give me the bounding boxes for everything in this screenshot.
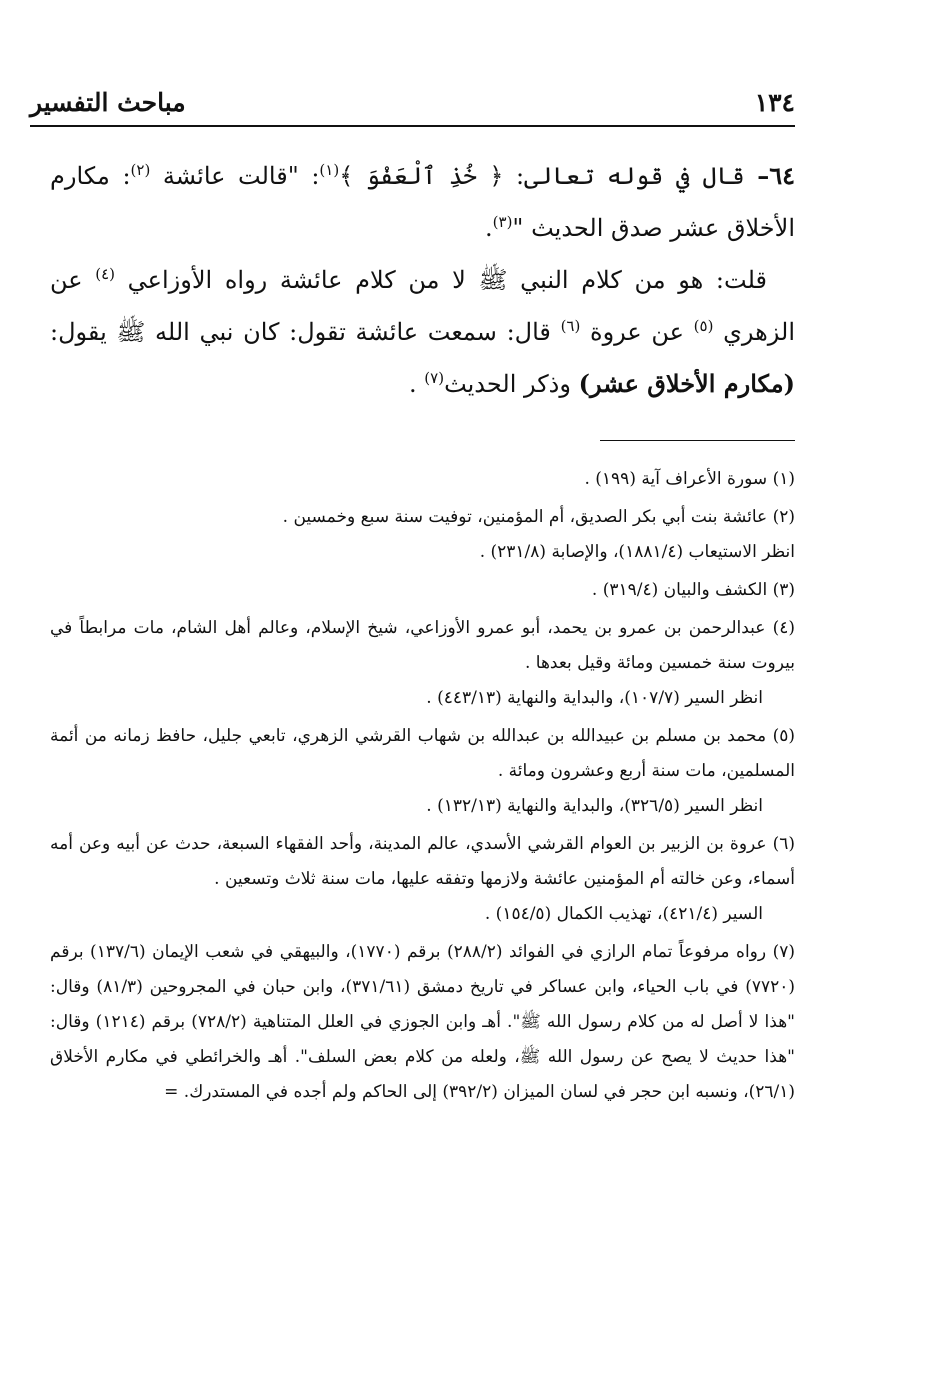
- footnote-text: (٦) عروة بن الزبير بن العوام القرشي الأسدي، عالم المدينة، وأحد الفقهاء السبعة، حدث عن أبيه وعن أمه أسماء، وعن خالته أم المؤمنين عائشة ولازمها وتفقه عليها، مات سنة ثلاث وتسعين .: [50, 834, 795, 889]
- footnote-source: انظر الاستيعاب (١٨٨١/٤)، والإصابة (٢٣١/٨) .: [479, 542, 795, 562]
- footnote-ref-2: (٢): [130, 161, 151, 179]
- text-run: قال: سمعت عائشة تقول: كان نبي الله ﷺ يقول:: [50, 318, 561, 346]
- footnote-text: (٧) رواه مرفوعاً تمام الرازي في الفوائد (٢٨٨/٢) برقم (١٧٧٠)، والبيهقي في شعب الإيمان (١٣٧/٦) برقم (٧٧٢٠) في باب الحياء، وابن عساكر في تاريخ دمشق (٣٧١/٦١)، وابن حبان في المجروحين (٨١/٣) وقال: "هذا لا أصل له من كلام رسول الله ﷺ". أهـ وابن الجوزي في العلل المتناهية (٧٢٨/٢) برقم (١٢١٤) وقال: "هذا حديث لا يصح عن رسول الله ﷺ، ولعله من كلام بعض السلف". أهـ والخرائطي في مكارم الأخلاق (٢٦/١)، ونسبه ابن حجر في لسان الميزان (٣٩٢/٢) إلى الحاكم ولم أجده في المستدرك. =: [50, 942, 796, 1102]
- text-run: : مكارم الأخلاق عشر صدق الحديث ": [50, 162, 795, 242]
- footnote-text: (٢) عائشة بنت أبي بكر الصديق، أم المؤمنين، توفيت سنة سبع وخمسين .: [282, 507, 795, 527]
- text-run: .: [409, 370, 425, 398]
- footnote-ref-3: (٣): [492, 213, 513, 231]
- footnote-text: (١) سورة الأعراف آية (١٩٩) .: [584, 469, 795, 489]
- text-run: .: [485, 214, 493, 242]
- text-run: وذكر الحديث: [444, 370, 579, 398]
- footnote-4: [50, 611, 795, 716]
- footnotes: [50, 462, 795, 1113]
- footnote-text: (٥) محمد بن مسلم بن عبيدالله بن عبدالله بن شهاب القرشي الزهري، تابعي جليل، حافظ زمانه من أئمة المسلمين، مات سنة أربع وعشرون ومائة .: [50, 726, 795, 781]
- main-text: [50, 150, 795, 410]
- footnote-ref-1: (١): [319, 161, 340, 179]
- footnote-6: [50, 827, 795, 932]
- text-run: قلت: هو من كلام النبي ﷺ لا من كلام عائشة رواه الأوزاعي: [115, 266, 767, 294]
- footnote-text: (٣) الكشف والبيان (٣١٩/٤) .: [591, 580, 795, 600]
- paragraph-comment: [50, 254, 795, 410]
- header-divider: [30, 125, 795, 127]
- text-run: عن عروة: [580, 318, 694, 346]
- footnote-text: (٤) عبدالرحمن بن عمرو بن يحمد، أبو عمرو الأوزاعي، شيخ الإسلام، وعالم أهل الشام، مات مرابطاً في بيروت سنة خمسين ومائة وقيل بعدها .: [50, 618, 795, 673]
- footnote-source: انظر السير (١٠٧/٧)، والبداية والنهاية (٤٤٣/١٣) .: [426, 688, 763, 708]
- footnote-7: [50, 935, 795, 1110]
- footnote-5: [50, 719, 795, 824]
- footnote-source: السير (٤٢١/٤)، تهذيب الكمال (١٥٤/٥) .: [484, 904, 763, 924]
- running-title: مباحث التفسير: [30, 88, 186, 117]
- footnote-2: [50, 500, 795, 570]
- text-run: : "قالت عائشة: [150, 162, 320, 190]
- page-number: ١٣٤: [754, 88, 795, 117]
- footnote-ref-7: (٧): [424, 369, 445, 387]
- footnote-source: انظر السير (٣٢٦/٥)، والبداية والنهاية (١٣٢/١٣) .: [426, 796, 763, 816]
- hadith-number: ٦٤–: [757, 161, 795, 190]
- text-run: عن الزهري: [50, 266, 796, 346]
- footnote-ref-4: (٤): [95, 265, 116, 283]
- footnote-3: [50, 573, 795, 608]
- footnote-1: [50, 462, 795, 497]
- page-header: [30, 86, 795, 126]
- footnote-ref-5: (٥): [693, 317, 714, 335]
- hadith-quote: (مكارم الأخلاق عشر): [578, 369, 795, 398]
- footnote-ref-6: (٦): [560, 317, 581, 335]
- paragraph-hadith: [50, 150, 795, 254]
- text-run: قال في قوله تعالى: ﴿ خُذِ ٱلْعَفْوَ ﴾: [339, 162, 758, 190]
- footnotes-divider: [600, 440, 795, 441]
